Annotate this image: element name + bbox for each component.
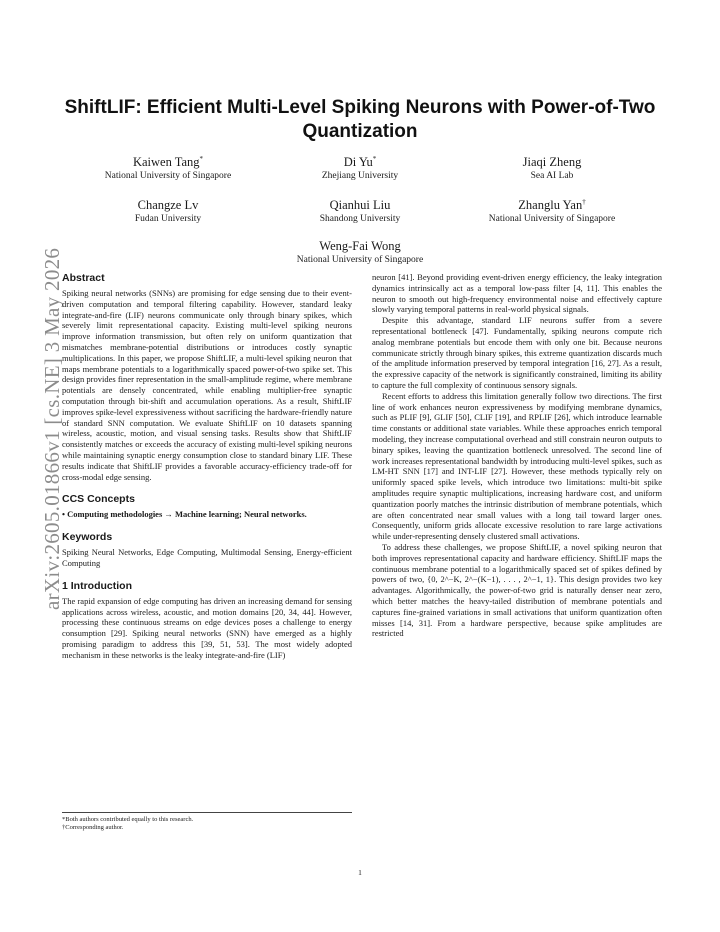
- ccs-heading: CCS Concepts: [62, 493, 135, 506]
- author-affiliation: National University of Singapore: [488, 214, 616, 225]
- intro-paragraph: To address these challenges, we propose ShiftLIF, a novel spiking neuron that both improves representational capacity and hardware efficiency. ShiftLIF maps the continuous membrane potential to a logarithmically spaced set of spikes defined by powers of two, {0, 2^−K, 2^−(K−1), . . . , 2^−1, 1}. This design provides two key advantages. Algorithmically, the power-of-two grid is naturally denser near zero, which better matches the heavy-tailed distribution of membrane potentials and captures fine-grained variations in small activations that uniform quantization often misses [14, 31]. From a hardware perspective, because spike amplitudes are restricted: [372, 541, 662, 639]
- author-affiliation: Shandong University: [319, 214, 401, 225]
- intro-paragraph: Despite this advantage, standard LIF neurons suffer from a severe representational bottleneck [47]. Fundamentally, spiking neurons compute rich analog membrane potentials but encode them with only one bit. Because neurons communicate strictly through binary spikes, this extreme quantization discards much of the amplitude information preserved by temporal integration [16, 27]. As a result, the expressive capacity of the network is significantly constrained, limiting its ability to capture the full complexity of continuous sensory signals.: [372, 315, 662, 390]
- author-name: Jiaqi Zheng: [522, 155, 582, 170]
- author-block: [452, 195, 652, 225]
- author-mark: *: [372, 155, 377, 163]
- author-block: [452, 152, 652, 182]
- footnotes: [62, 812, 352, 832]
- keywords-heading: Keywords: [62, 531, 113, 544]
- footnote-corresponding-author: †Corresponding author.: [62, 824, 124, 831]
- abstract-heading: Abstract: [62, 272, 105, 284]
- author-block: [68, 152, 268, 182]
- left-column: [62, 272, 352, 661]
- ccs-item: • Computing methodologies → Machine learning; Neural networks.: [62, 509, 307, 520]
- author-affiliation: National University of Singapore: [296, 255, 424, 266]
- footnote-equal-contribution: *Both authors contributed equally to this research.: [62, 816, 194, 823]
- paper-title: ShiftLIF: Efficient Multi-Level Spiking Neurons with Power-of-Two Quantization: [64, 97, 656, 142]
- page-number: 1: [358, 868, 362, 877]
- author-name: Changze Lv: [137, 198, 199, 213]
- author-affiliation: Sea AI Lab: [530, 171, 574, 182]
- author-block: [260, 236, 460, 266]
- author-name: Qianhui Liu: [329, 198, 391, 213]
- author-name: Kaiwen Tang: [132, 155, 200, 170]
- author-name: Zhanglu Yan: [518, 198, 583, 213]
- keywords-text: Spiking Neural Networks, Edge Computing, Multimodal Sensing, Energy-efficient Computing: [62, 547, 352, 568]
- author-block: [260, 152, 460, 182]
- author-affiliation: National University of Singapore: [104, 171, 232, 182]
- intro-paragraph: The rapid expansion of edge computing has driven an increasing demand for sensing applications across wireless, acoustic, and motion domains [20, 34, 44]. However, processing these continuous streams on edge devices poses a challenge to energy consumption [29]. Spiking neural networks (SNN) have emerged as a highly promising paradigm to address this [39, 51, 53]. The most widely adopted mechanism in these networks is the leaky integrate-and-fire (LIF): [62, 595, 352, 660]
- intro-paragraph: Recent efforts to address this limitation generally follow two directions. The first line of work enhances neuron expressiveness by modifying membrane dynamics, such as PLIF [9], GLIF [50], CLIF [19], and RPLIF [26], which introduce learnable time constants or additional state variables. While these approaches enrich temporal modeling, they increase computational overhead and still constrain neuron outputs to binary spikes, leaving the quantization bottleneck unresolved. The second line of work increases representational bandwidth by introducing multi-level spikes, such as LM-HT SNN [17] and INT-LIF [27]. However, these methods typically rely on uniformly spaced spike levels, which introduce two limitations: multi-bit spike amplitudes require synaptic multiplications, increasing hardware cost, and uniform quantization poorly matches the intrinsic distribution of membrane potentials, which are often concentrated near small values with a long tail toward larger ones. Consequently, uniform grids allocate excessive resolution to rare large activations while under-representing densely clustered small activations.: [372, 390, 662, 542]
- author-block: [68, 195, 268, 225]
- arxiv-identifier: arXiv:2605.01866v1 [cs.NE] 3 May 2026: [40, 247, 64, 610]
- author-block: [260, 195, 460, 225]
- author-name: Di Yu: [343, 155, 373, 170]
- author-mark: †: [582, 198, 586, 206]
- introduction-heading: 1 Introduction: [62, 579, 132, 592]
- author-mark: *: [199, 155, 204, 163]
- author-affiliation: Zhejiang University: [321, 171, 399, 182]
- abstract-text: Spiking neural networks (SNNs) are promising for edge sensing due to their event-driven computation and temporal filtering capability. However, standard leaky integrate-and-fire (LIF) neurons communicate only through binary spikes, which severely limit representational capacity. Existing multi-level spiking neurons improve information transmission, but often rely on uniform quantization that mismatches membrane-potential distributions or introduces costly synaptic multiplications. In this paper, we propose ShiftLIF, a multi-level spiking neuron that maps membrane potentials to a logarithmically spaced power-of-two spike set. This design provides finer representation in the small-amplitude regime, where membrane potentials are densely concentrated, while enabling multiplier-free synaptic computation through bit-shift and accumulation operations. As a result, ShiftLIF improves spike-level expressiveness without sacrificing the hardware-friendly nature of standard SNN computation. We evaluate ShiftLIF on 10 datasets spanning wireless, acoustic, motion, and visual sensing tasks. Results show that ShiftLIF consistently matches or exceeds the accuracy of existing multi-level spiking neurons while maintaining synaptic energy consumption close to standard binary LIF. These results indicate that ShiftLIF provides a favorable accuracy-efficiency trade-off for cross-modal edge sensing.: [62, 288, 352, 482]
- right-column: [372, 272, 662, 639]
- author-affiliation: Fudan University: [134, 214, 202, 225]
- intro-paragraph: neuron [41]. Beyond providing event-driven energy efficiency, the leaky integration dynamics intrinsically act as a temporal low-pass filter [4, 11]. This enables the neuron to smooth out high-frequency environmental noise and effectively capture slowly varying temporal patterns in real-world physical signals.: [372, 272, 662, 315]
- author-name: Weng-Fai Wong: [319, 239, 401, 254]
